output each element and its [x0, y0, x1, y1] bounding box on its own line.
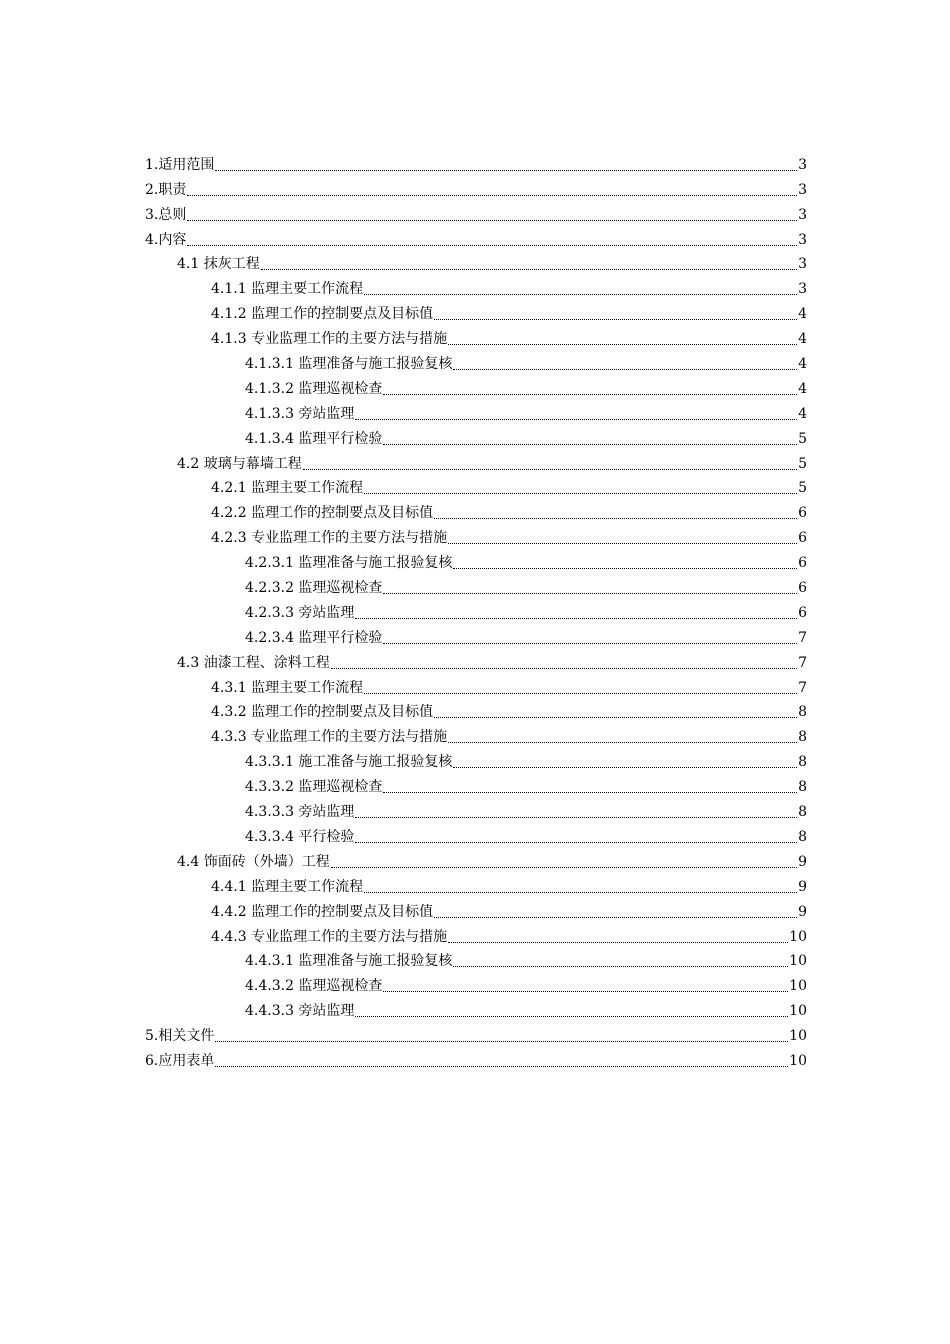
toc-entry-title: 6.应用表单 — [145, 1052, 215, 1069]
toc-entry-page-number: 4 — [798, 380, 807, 397]
toc-dot-leader — [434, 707, 797, 718]
toc-entry-title: 4.4.2 监理工作的控制要点及目标值 — [211, 903, 434, 920]
toc-entry-page-number: 4 — [798, 306, 807, 323]
toc-entry[interactable] — [145, 946, 807, 971]
toc-entry-page-number: 9 — [798, 853, 807, 870]
toc-entry-title: 4.2.2 监理工作的控制要点及目标值 — [211, 505, 434, 522]
toc-entry[interactable] — [145, 522, 807, 547]
toc-entry-page-number: 8 — [798, 779, 807, 796]
toc-dot-leader — [364, 483, 797, 494]
toc-entry-title: 4.3.3 专业监理工作的主要方法与措施 — [211, 729, 448, 746]
toc-entry-page-number: 8 — [798, 804, 807, 821]
toc-entry[interactable] — [145, 921, 807, 946]
toc-dot-leader — [355, 832, 797, 843]
toc-entry-page-number: 4 — [798, 331, 807, 348]
toc-dot-leader — [434, 508, 797, 519]
toc-entry-title: 4.3.3.4 平行检验 — [245, 828, 355, 845]
toc-dot-leader — [434, 309, 797, 320]
toc-entry[interactable] — [145, 149, 807, 174]
toc-entry-page-number: 10 — [789, 1003, 807, 1020]
toc-entry[interactable] — [145, 497, 807, 522]
toc-entry[interactable] — [145, 373, 807, 398]
table-of-contents — [145, 149, 807, 1070]
toc-dot-leader — [453, 757, 797, 768]
toc-dot-leader — [383, 384, 797, 395]
toc-entry[interactable] — [145, 224, 807, 249]
toc-entry[interactable] — [145, 647, 807, 672]
toc-dot-leader — [261, 259, 797, 270]
toc-entry-page-number: 3 — [798, 206, 807, 223]
toc-entry[interactable] — [145, 721, 807, 746]
toc-entry-page-number: 6 — [798, 530, 807, 547]
toc-dot-leader — [383, 981, 788, 992]
toc-entry[interactable] — [145, 796, 807, 821]
toc-entry-page-number: 6 — [798, 580, 807, 597]
toc-entry[interactable] — [145, 423, 807, 448]
toc-dot-leader — [383, 782, 797, 793]
toc-entry[interactable] — [145, 697, 807, 722]
toc-entry-title: 4.4.3.1 监理准备与施工报验复核 — [245, 953, 453, 970]
toc-entry-title: 4.1.3.2 监理巡视检查 — [245, 380, 383, 397]
toc-entry-title: 4.4.3 专业监理工作的主要方法与措施 — [211, 928, 448, 945]
toc-entry-title: 4.4.3.2 监理巡视检查 — [245, 978, 383, 995]
toc-dot-leader — [355, 807, 797, 818]
toc-entry-title: 4.2.3.3 旁站监理 — [245, 604, 355, 621]
toc-entry-title: 1.适用范围 — [145, 156, 215, 173]
toc-entry[interactable] — [145, 398, 807, 423]
toc-entry-page-number: 10 — [789, 1052, 807, 1069]
toc-dot-leader — [434, 907, 797, 918]
toc-entry-title: 4.1.3.1 监理准备与施工报验复核 — [245, 356, 453, 373]
toc-entry-page-number: 6 — [798, 505, 807, 522]
toc-entry-page-number: 7 — [798, 654, 807, 671]
toc-entry-page-number: 4 — [798, 356, 807, 373]
toc-entry[interactable] — [145, 323, 807, 348]
toc-entry-page-number: 9 — [798, 903, 807, 920]
toc-entry-title: 4.2.1 监理主要工作流程 — [211, 480, 364, 497]
toc-entry-page-number: 10 — [789, 928, 807, 945]
toc-entry[interactable] — [145, 249, 807, 274]
toc-entry-page-number: 5 — [798, 455, 807, 472]
toc-dot-leader — [448, 732, 797, 743]
toc-entry[interactable] — [145, 1045, 807, 1070]
toc-dot-leader — [303, 459, 797, 470]
toc-dot-leader — [448, 334, 797, 345]
toc-entry-page-number: 5 — [798, 480, 807, 497]
toc-entry[interactable] — [145, 298, 807, 323]
toc-entry-title: 4.2.3.1 监理准备与施工报验复核 — [245, 555, 453, 572]
toc-entry[interactable] — [145, 273, 807, 298]
toc-entry-page-number: 10 — [789, 978, 807, 995]
toc-entry[interactable] — [145, 746, 807, 771]
toc-entry[interactable] — [145, 348, 807, 373]
toc-dot-leader — [355, 409, 797, 420]
toc-entry[interactable] — [145, 1020, 807, 1045]
toc-dot-leader — [215, 1031, 788, 1042]
toc-entry-title: 4.1 抹灰工程 — [177, 256, 260, 273]
toc-entry-page-number: 8 — [798, 754, 807, 771]
toc-entry[interactable] — [145, 672, 807, 697]
toc-dot-leader — [383, 633, 797, 644]
toc-entry-title: 4.2 玻璃与幕墙工程 — [177, 455, 302, 472]
toc-dot-leader — [187, 210, 797, 221]
toc-entry-title: 2.职责 — [145, 181, 187, 198]
toc-entry-page-number: 10 — [789, 953, 807, 970]
toc-dot-leader — [453, 359, 797, 370]
toc-entry[interactable] — [145, 821, 807, 846]
toc-dot-leader — [364, 284, 797, 295]
toc-entry-page-number: 6 — [798, 604, 807, 621]
toc-entry-title: 4.1.3.3 旁站监理 — [245, 405, 355, 422]
toc-entry-title: 4.1.3 专业监理工作的主要方法与措施 — [211, 331, 448, 348]
toc-dot-leader — [383, 434, 797, 445]
toc-dot-leader — [355, 1006, 788, 1017]
toc-entry-title: 4.1.3.4 监理平行检验 — [245, 430, 383, 447]
toc-entry-title: 4.3.3.2 监理巡视检查 — [245, 779, 383, 796]
toc-entry-title: 4.2.3.2 监理巡视检查 — [245, 580, 383, 597]
toc-entry[interactable] — [145, 970, 807, 995]
toc-entry-page-number: 8 — [798, 704, 807, 721]
toc-dot-leader — [215, 160, 797, 171]
toc-dot-leader — [331, 857, 797, 868]
toc-entry-title: 4.3.2 监理工作的控制要点及目标值 — [211, 704, 434, 721]
toc-entry[interactable] — [145, 846, 807, 871]
toc-dot-leader — [448, 932, 788, 943]
toc-entry-title: 4.1.2 监理工作的控制要点及目标值 — [211, 306, 434, 323]
toc-dot-leader — [448, 533, 797, 544]
toc-entry-title: 3.总则 — [145, 206, 187, 223]
toc-entry[interactable] — [145, 199, 807, 224]
toc-entry-title: 4.3.3.3 旁站监理 — [245, 804, 355, 821]
toc-entry-title: 4.1.1 监理主要工作流程 — [211, 281, 364, 298]
toc-entry[interactable] — [145, 572, 807, 597]
toc-entry-title: 4.内容 — [145, 231, 187, 248]
toc-entry-page-number: 8 — [798, 828, 807, 845]
toc-entry-page-number: 3 — [798, 281, 807, 298]
toc-dot-leader — [453, 956, 788, 967]
toc-dot-leader — [453, 558, 797, 569]
toc-entry-title: 4.3.3.1 施工准备与施工报验复核 — [245, 754, 453, 771]
toc-entry[interactable] — [145, 547, 807, 572]
toc-entry-title: 4.4 饰面砖（外墙）工程 — [177, 853, 330, 870]
toc-dot-leader — [187, 185, 797, 196]
toc-entry-page-number: 3 — [798, 231, 807, 248]
toc-entry-page-number: 7 — [798, 679, 807, 696]
toc-dot-leader — [355, 608, 797, 619]
toc-entry-page-number: 4 — [798, 405, 807, 422]
toc-entry-page-number: 3 — [798, 256, 807, 273]
toc-entry-page-number: 10 — [789, 1028, 807, 1045]
toc-entry[interactable] — [145, 995, 807, 1020]
toc-entry[interactable] — [145, 896, 807, 921]
toc-entry[interactable] — [145, 622, 807, 647]
toc-entry[interactable] — [145, 473, 807, 498]
toc-entry-page-number: 5 — [798, 430, 807, 447]
toc-dot-leader — [364, 683, 797, 694]
toc-entry-title: 4.3 油漆工程、涂料工程 — [177, 654, 330, 671]
toc-dot-leader — [331, 658, 797, 669]
toc-entry-title: 4.3.1 监理主要工作流程 — [211, 679, 364, 696]
toc-entry[interactable] — [145, 448, 807, 473]
toc-entry-page-number: 3 — [798, 181, 807, 198]
toc-dot-leader — [364, 882, 797, 893]
toc-entry[interactable] — [145, 871, 807, 896]
toc-entry-title: 4.4.1 监理主要工作流程 — [211, 878, 364, 895]
toc-entry-title: 4.4.3.3 旁站监理 — [245, 1003, 355, 1020]
toc-entry[interactable] — [145, 174, 807, 199]
toc-entry-title: 5.相关文件 — [145, 1028, 215, 1045]
toc-dot-leader — [187, 235, 797, 246]
toc-entry-page-number: 3 — [798, 156, 807, 173]
toc-dot-leader — [383, 583, 797, 594]
toc-entry-title: 4.2.3 专业监理工作的主要方法与措施 — [211, 530, 448, 547]
toc-entry-title: 4.2.3.4 监理平行检验 — [245, 629, 383, 646]
toc-entry[interactable] — [145, 597, 807, 622]
toc-entry-page-number: 9 — [798, 878, 807, 895]
toc-entry[interactable] — [145, 771, 807, 796]
toc-entry-page-number: 8 — [798, 729, 807, 746]
toc-entry-page-number: 6 — [798, 555, 807, 572]
toc-entry-page-number: 7 — [798, 629, 807, 646]
toc-dot-leader — [215, 1056, 788, 1067]
